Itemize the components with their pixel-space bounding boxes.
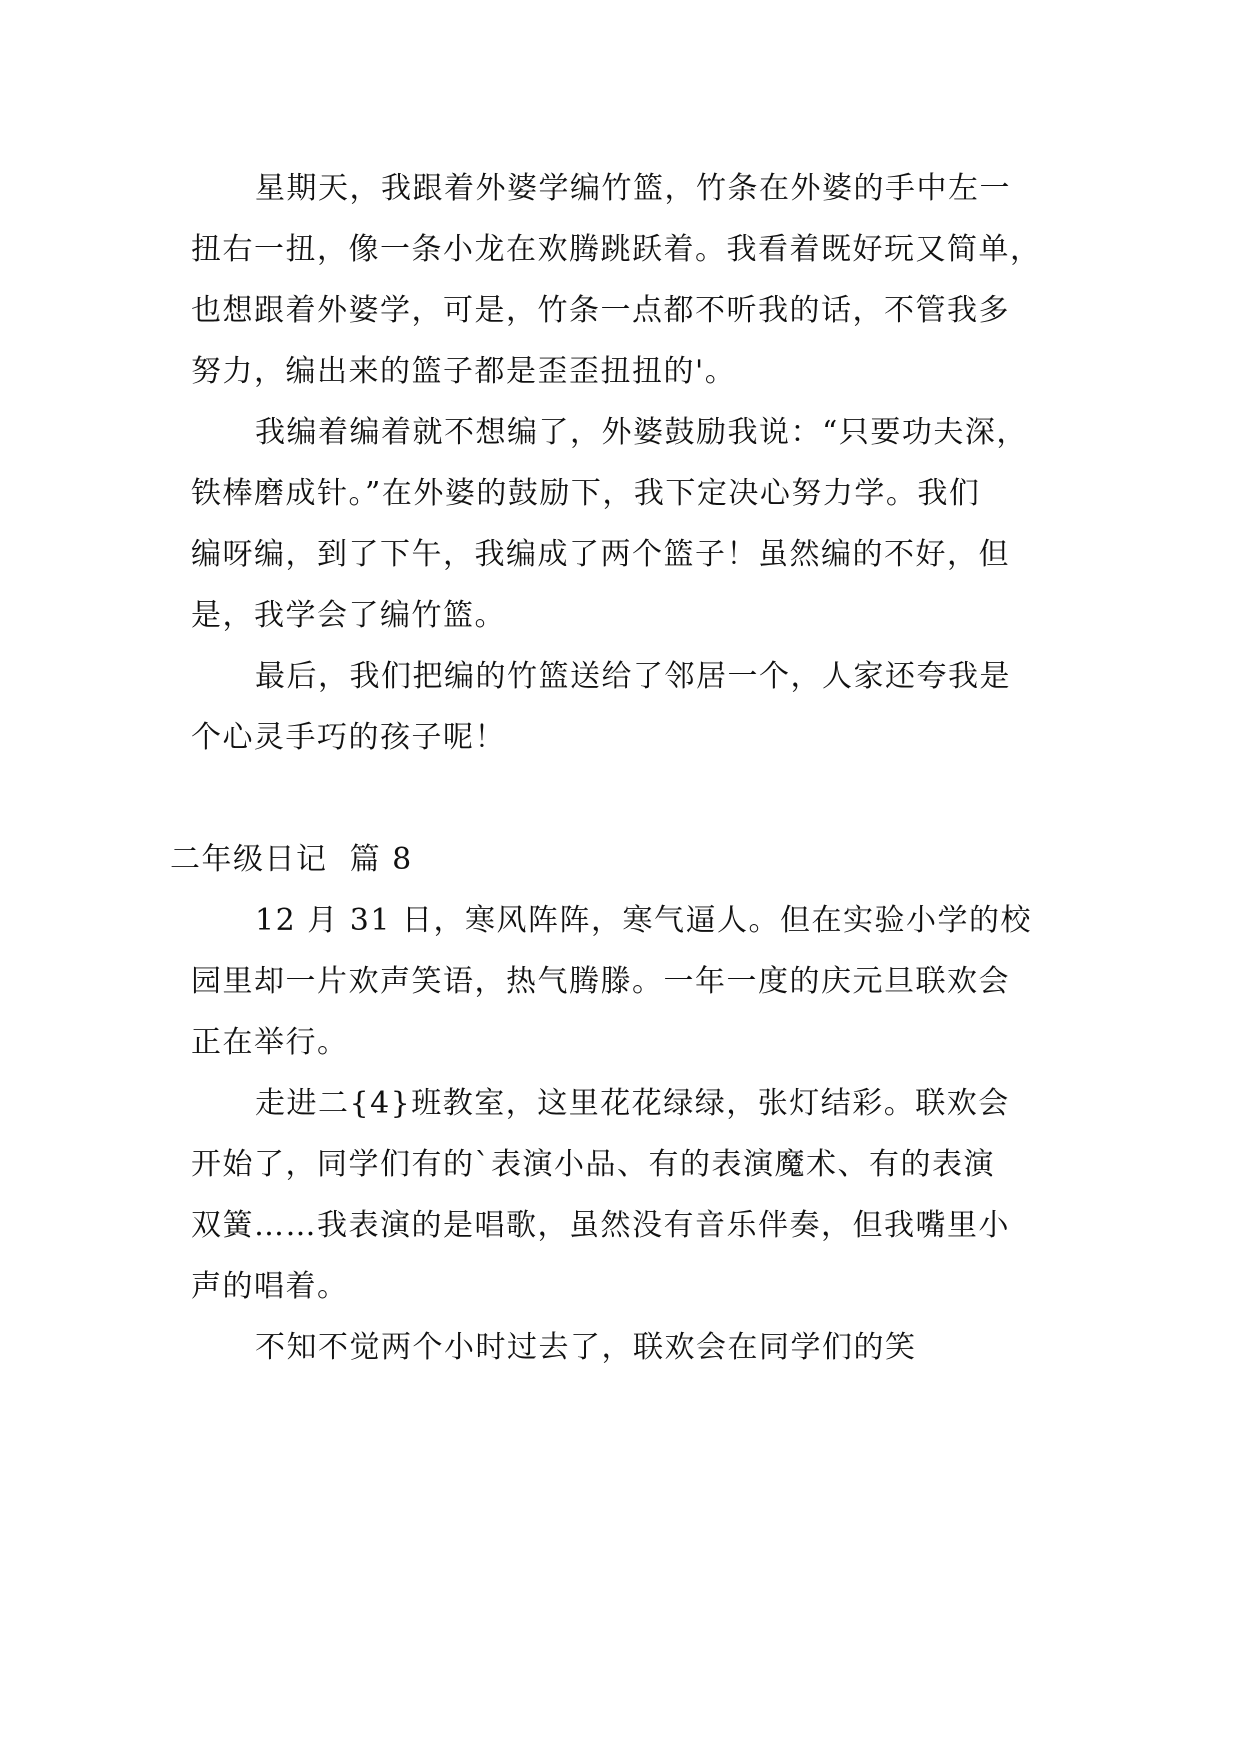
text-line: 个心灵手巧的孩子呢！ bbox=[191, 720, 506, 755]
document-body bbox=[170, 158, 1061, 1378]
text-line: 正在举行。 bbox=[191, 1025, 349, 1060]
paragraph-basket-1 bbox=[191, 158, 1061, 402]
text-line: 最后，我们把编的竹篮送给了邻居一个，人家还夸我是 bbox=[255, 659, 1011, 694]
text-line: 扭右一扭，像一条小龙在欢腾跳跃着。我看着既好玩又简单， bbox=[191, 232, 1042, 267]
text-line: 不知不觉两个小时过去了，联欢会在同学们的笑 bbox=[255, 1330, 917, 1365]
text-line: 努力，编出来的篮子都是歪歪扭扭的'。 bbox=[191, 354, 737, 389]
text-line: 星期天，我跟着外婆学编竹篮，竹条在外婆的手中左一 bbox=[255, 171, 1011, 206]
text-line: 编呀编，到了下午，我编成了两个篮子！虽然编的不好，但 bbox=[191, 537, 1010, 572]
paragraph-party-3 bbox=[191, 1317, 1061, 1378]
text-line: 我编着编着就不想编了，外婆鼓励我说：“只要功夫深， bbox=[255, 415, 1028, 450]
text-line: 走进二{4}班教室，这里花花绿绿，张灯结彩。联欢会 bbox=[255, 1086, 1010, 1121]
text-line: 铁棒磨成针。”在外婆的鼓励下，我下定决心努力学。我们 bbox=[191, 476, 981, 511]
paragraph-basket-2 bbox=[191, 402, 1061, 646]
text-line: 双簧……我表演的是唱歌，虽然没有音乐伴奏，但我嘴里小 bbox=[191, 1208, 1010, 1243]
text-line: 园里却一片欢声笑语，热气腾滕。一年一度的庆元旦联欢会 bbox=[191, 964, 1010, 999]
text-line: 也想跟着外婆学，可是，竹条一点都不听我的话，不管我多 bbox=[191, 293, 1010, 328]
text-line: 开始了，同学们有的`表演小品、有的表演魔术、有的表演 bbox=[191, 1147, 995, 1182]
text-line: 12 月 31 日，寒风阵阵，寒气逼人。但在实验小学的校 bbox=[255, 903, 1032, 938]
paragraph-gap bbox=[191, 768, 1061, 829]
paragraph-party-1 bbox=[191, 890, 1061, 1073]
paragraph-basket-3 bbox=[191, 646, 1061, 768]
text-line: 是，我学会了编竹篮。 bbox=[191, 598, 506, 633]
text-line: 声的唱着。 bbox=[191, 1269, 349, 1304]
section-title: 二年级日记 篇 8 bbox=[170, 842, 413, 877]
paragraph-party-2 bbox=[191, 1073, 1061, 1317]
